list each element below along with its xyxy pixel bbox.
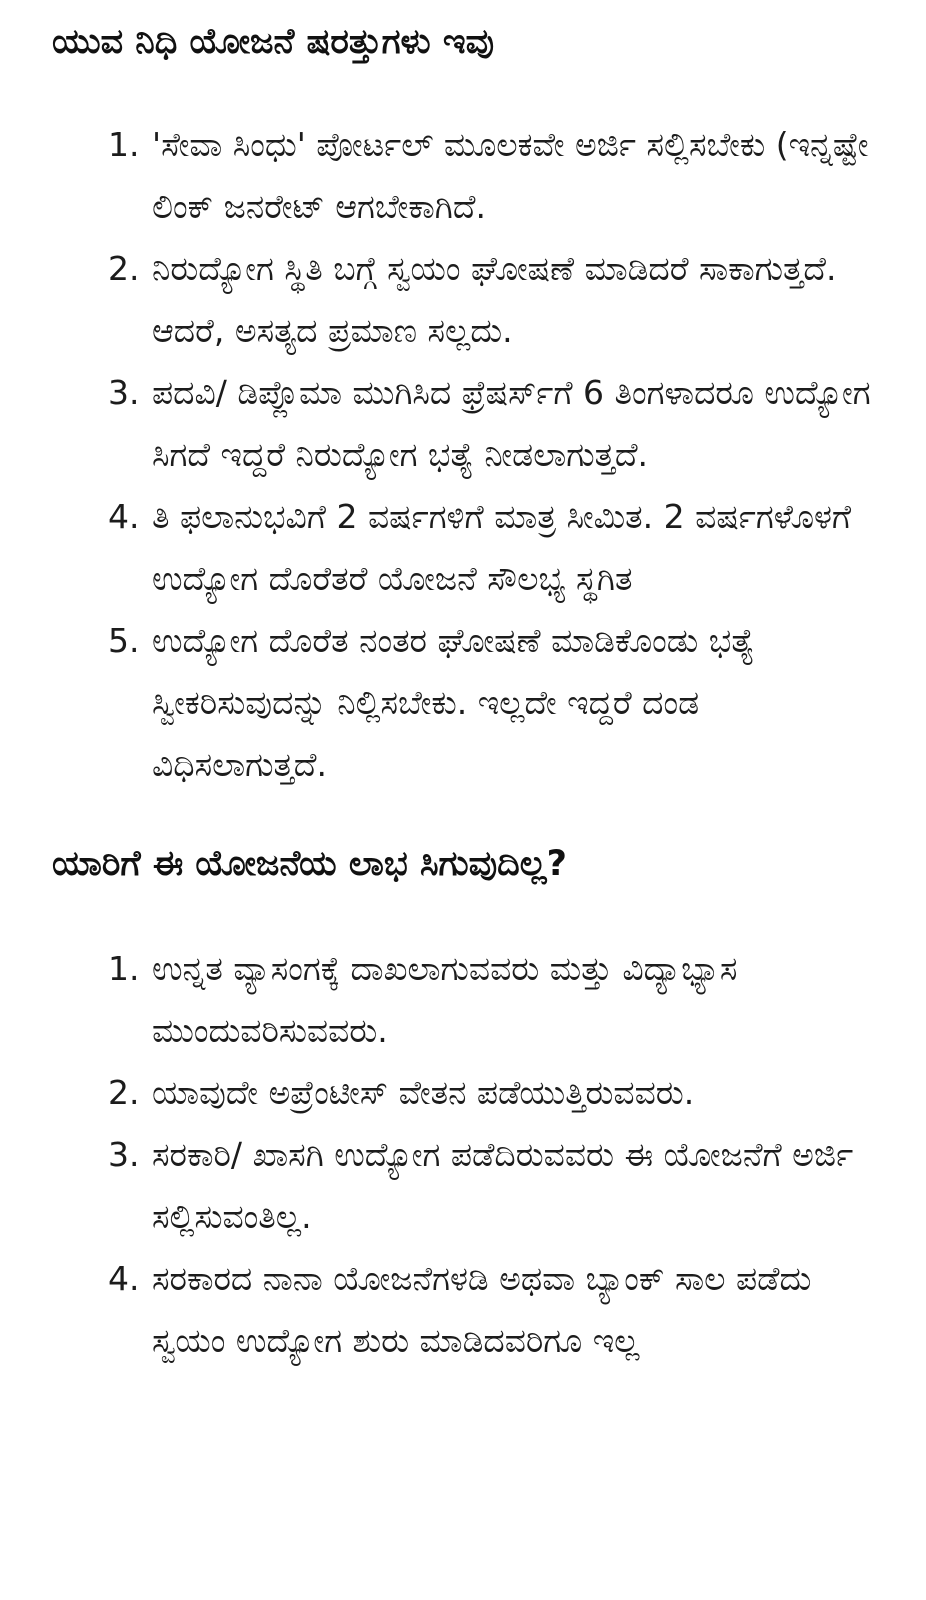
ineligible-item: 1. ಉನ್ನತ ವ್ಯಾಸಂಗಕ್ಕೆ ದಾಖಲಾಗುವವರು ಮತ್ತು ವಿದ್ಯಾಭ್ಯಾಸ ಮುಂದುವರಿಸುವವರು. bbox=[150, 938, 874, 1062]
conditions-heading: ಯುವ ನಿಧಿ ಯೋಜನೆ ಷರತ್ತುಗಳು ಇವು bbox=[52, 22, 495, 62]
ineligible-item: 4. ಸರಕಾರದ ನಾನಾ ಯೋಜನೆಗಳಡಿ ಅಥವಾ ಬ್ಯಾಂಕ್‌ ಸಾಲ ಪಡೆದು ಸ್ವಯಂ ಉದ್ಯೋಗ ಶುರು ಮಾಡಿದವರಿಗೂ ಇಲ್ಲ bbox=[150, 1248, 874, 1372]
condition-item: 3. ಪದವಿ/ ಡಿಪ್ಲೊಮಾ ಮುಗಿಸಿದ ಫ್ರೆಷರ್ಸ್‌ಗೆ 6 ತಿಂಗಳಾದರೂ ಉದ್ಯೋಗ ಸಿಗದೆ ಇದ್ದರೆ ನಿರುದ್ಯೋಗ ಭತ್ಯೆ ನೀಡಲಾಗುತ್ತದೆ. bbox=[150, 362, 874, 486]
condition-item: 5. ಉದ್ಯೋಗ ದೊರೆತ ನಂತರ ಘೋಷಣೆ ಮಾಡಿಕೊಂಡು ಭತ್ಯೆ ಸ್ವೀಕರಿಸುವುದನ್ನು ನಿಲ್ಲಿಸಬೇಕು. ಇಲ್ಲದೇ ಇದ್ದರೆ ದಂಡ ವಿಧಿಸಲಾಗುತ್ತದೆ. bbox=[150, 610, 874, 796]
ineligible-item: 2. ಯಾವುದೇ ಅಪ್ರೆಂಟೀಸ್‌ ವೇತನ ಪಡೆಯುತ್ತಿರುವವರು. bbox=[150, 1062, 874, 1124]
condition-item: 1. 'ಸೇವಾ ಸಿಂಧು' ಪೋರ್ಟಲ್‌ ಮೂಲಕವೇ ಅರ್ಜಿ ಸಲ್ಲಿಸಬೇಕು (ಇನ್ನಷ್ಟೇ ಲಿಂಕ್‌ ಜನರೇಟ್‌ ಆಗಬೇಕಾಗಿದೆ. bbox=[150, 114, 874, 238]
condition-item: 4. ತಿ ಫಲಾನುಭವಿಗೆ 2 ವರ್ಷಗಳಿಗೆ ಮಾತ್ರ ಸೀಮಿತ. 2 ವರ್ಷಗಳೊಳಗೆ ಉದ್ಯೋಗ ದೊರೆತರೆ ಯೋಜನೆ ಸೌಲಭ್ಯ ಸ್ಥಗಿತ bbox=[150, 486, 874, 610]
condition-item: 2. ನಿರುದ್ಯೋಗ ಸ್ಥಿತಿ ಬಗ್ಗೆ ಸ್ವಯಂ ಘೋಷಣೆ ಮಾಡಿದರೆ ಸಾಕಾಗುತ್ತದೆ. ಆದರೆ, ಅಸತ್ಯದ ಪ್ರಮಾಣ ಸಲ್ಲದು. bbox=[150, 238, 874, 362]
conditions-list bbox=[52, 114, 874, 796]
ineligible-item: 3. ಸರಕಾರಿ/ ಖಾಸಗಿ ಉದ್ಯೋಗ ಪಡೆದಿರುವವರು ಈ ಯೋಜನೆಗೆ ಅರ್ಜಿ ಸಲ್ಲಿಸುವಂತಿಲ್ಲ. bbox=[150, 1124, 874, 1248]
ineligible-heading: ಯಾರಿಗೆ ಈ ಯೋಜನೆಯ ಲಾಭ ಸಿಗುವುದಿಲ್ಲ? bbox=[52, 844, 567, 884]
ineligible-list bbox=[52, 938, 874, 1372]
